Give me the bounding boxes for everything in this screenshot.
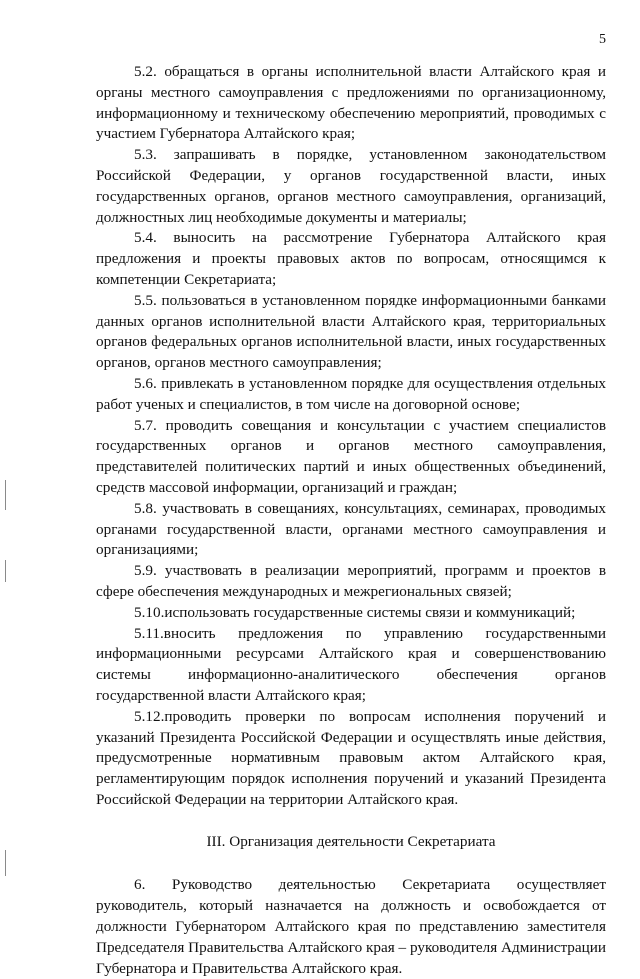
paragraph-5-8: 5.8. участвовать в совещаниях, консультациях, семинарах, проводимых органами государственной власти, органами местного самоуправления и организациями; (96, 499, 606, 559)
paragraph-5-6: 5.6. привлекать в установленном порядке для осуществления отдельных работ ученых и специалистов, в том числе на договорной основе; (96, 374, 606, 413)
paragraph-5-12: 5.12.проводить проверки по вопросам исполнения поручений и указаний Президента Российской Федерации и осуществлять иные действия, предусмотренные нормативным правовым актом Алтайского края, регламентирующим порядок исполнения поручений и указаний Президента Российской Федерации на территории Алтайского края. (96, 707, 606, 808)
paragraph-5-2: 5.2. обращаться в органы исполнительной власти Алтайского края и органы местного самоуправления с предложениями по организационному, информационному и техническому обеспечению мероприятий, проводимых с участием Губернатора Алтайского края; (96, 63, 606, 143)
paragraph-5-4: 5.4. выносить на рассмотрение Губернатора Алтайского края предложения и проекты правовых актов по вопросам, относящимся к компетенции Секретариата; (96, 229, 606, 288)
section-heading: III. Организация деятельности Секретариата (206, 832, 496, 850)
paragraph-5-11: 5.11.вносить предложения по управлению государственными информационными ресурсами Алтайского края и совершенствованию системы информационно-аналитического обеспечения органов государственной власти Алтайского края; (96, 624, 606, 704)
page-number: 5 (599, 32, 606, 47)
paragraph-5-5: 5.5. пользоваться в установленном порядке информационными банками данных органов исполнительной власти Алтайского края, территориальных органов федеральных органов исполнительной власти, иных государственных органов, органов местного самоуправления; (96, 291, 606, 372)
scan-edge-mark (5, 850, 6, 876)
paragraph-5-9: 5.9. участвовать в реализации мероприятий, программ и проектов в сфере обеспечения международных и межрегиональных связей; (96, 562, 606, 600)
paragraph-5-10: 5.10.использовать государственные системы связи и коммуникаций; (134, 603, 576, 621)
document-body (96, 62, 606, 979)
paragraph-6: 6. Руководство деятельностью Секретариата осуществляет руководитель, который назначается на должность и освобождается от должности Губернатором Алтайского края по представлению заместителя Председателя Правительства Алтайского края – руководителя Администрации Губернатора и Правительства Алтайского края. (96, 876, 606, 977)
paragraph-5-3: 5.3. запрашивать в порядке, установленном законодательством Российской Федерации, у органов государственной власти, иных государственных органов, органов местного самоуправления, организаций, должностных лиц необходимые документы и материалы; (96, 146, 606, 226)
paragraph-5-7: 5.7. проводить совещания и консультации с участием специалистов государственных органов и органов местного самоуправления, представителей политических партий и иных общественных объединений, средств массовой информации, организаций и граждан; (96, 416, 606, 496)
scan-edge-mark (5, 560, 6, 582)
scan-edge-mark (5, 480, 6, 510)
